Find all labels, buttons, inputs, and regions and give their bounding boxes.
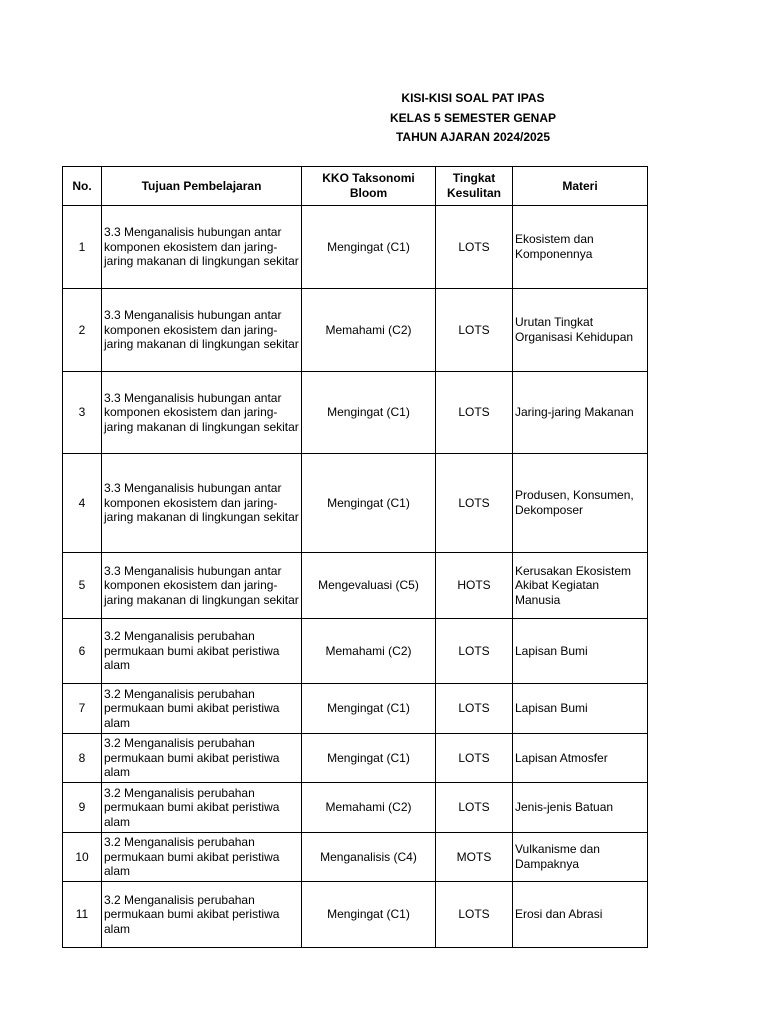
cell-kko: Memahami (C2): [302, 289, 436, 372]
cell-tingkat: LOTS: [436, 734, 513, 783]
title-line-2: KELAS 5 SEMESTER GENAP: [389, 110, 557, 125]
cell-kko: Menganalisis (C4): [302, 833, 436, 882]
cell-no: 4: [63, 454, 102, 553]
title-line-1: KISI-KISI SOAL PAT IPAS: [401, 91, 545, 105]
cell-no: 6: [63, 619, 102, 684]
cell-tujuan: 3.3 Menganalisis hubungan antar komponen ekosistem dan jaring-jaring makanan di lingkungan sekitar: [102, 553, 302, 619]
table-row: [63, 206, 648, 289]
cell-materi: Vulkanisme dan Dampaknya: [513, 833, 648, 882]
cell-tingkat: LOTS: [436, 206, 513, 289]
cell-materi: Produsen, Konsumen, Dekomposer: [513, 454, 648, 553]
table-row: [63, 289, 648, 372]
cell-kko: Mengingat (C1): [302, 454, 436, 553]
table-row: [63, 833, 648, 882]
cell-no: 10: [63, 833, 102, 882]
cell-materi: Lapisan Bumi: [513, 619, 648, 684]
cell-tingkat: LOTS: [436, 372, 513, 454]
cell-tingkat: LOTS: [436, 882, 513, 948]
header-tujuan-pembelajaran: Tujuan Pembelajaran: [102, 167, 302, 206]
header-materi: Materi: [513, 167, 648, 206]
header-tingkat-kesulitan: Tingkat Kesulitan: [436, 167, 513, 206]
cell-no: 5: [63, 553, 102, 619]
cell-materi: Urutan Tingkat Organisasi Kehidupan: [513, 289, 648, 372]
cell-tujuan: 3.3 Menganalisis hubungan antar komponen ekosistem dan jaring-jaring makanan di lingkungan sekitar: [102, 454, 302, 553]
cell-tujuan: 3.2 Menganalisis perubahan permukaan bumi akibat peristiwa alam: [102, 619, 302, 684]
cell-no: 1: [63, 206, 102, 289]
cell-tingkat: LOTS: [436, 619, 513, 684]
cell-no: 7: [63, 684, 102, 734]
cell-materi: Ekosistem dan Komponennya: [513, 206, 648, 289]
table-row: [63, 372, 648, 454]
table-row: [63, 454, 648, 553]
title-line-3: TAHUN AJARAN 2024/2025: [395, 130, 551, 144]
cell-tujuan: 3.2 Menganalisis perubahan permukaan bumi akibat peristiwa alam: [102, 783, 302, 833]
cell-tujuan: 3.3 Menganalisis hubungan antar komponen ekosistem dan jaring-jaring makanan di lingkungan sekitar: [102, 206, 302, 289]
cell-tingkat: LOTS: [436, 454, 513, 553]
cell-tujuan: 3.2 Menganalisis perubahan permukaan bumi akibat peristiwa alam: [102, 734, 302, 783]
cell-tujuan: 3.2 Menganalisis perubahan permukaan bumi akibat peristiwa alam: [102, 684, 302, 734]
cell-kko: Mengevaluasi (C5): [302, 553, 436, 619]
cell-materi: Jenis-jenis Batuan: [513, 783, 648, 833]
cell-tujuan: 3.3 Menganalisis hubungan antar komponen ekosistem dan jaring-jaring makanan di lingkungan sekitar: [102, 289, 302, 372]
cell-materi: Lapisan Atmosfer: [513, 734, 648, 783]
kisi-kisi-table: [62, 166, 648, 948]
header-kko-taksonomi-bloom: KKO Taksonomi Bloom: [302, 167, 436, 206]
cell-materi: Kerusakan Ekosistem Akibat Kegiatan Manusia: [513, 553, 648, 619]
table-row: [63, 734, 648, 783]
cell-kko: Mengingat (C1): [302, 734, 436, 783]
cell-tingkat: HOTS: [436, 553, 513, 619]
cell-tingkat: LOTS: [436, 289, 513, 372]
cell-kko: Mengingat (C1): [302, 372, 436, 454]
cell-no: 8: [63, 734, 102, 783]
cell-no: 2: [63, 289, 102, 372]
cell-kko: Mengingat (C1): [302, 206, 436, 289]
header-no: No.: [63, 167, 102, 206]
cell-materi: Erosi dan Abrasi: [513, 882, 648, 948]
cell-kko: Memahami (C2): [302, 619, 436, 684]
cell-kko: Mengingat (C1): [302, 882, 436, 948]
table-row: [63, 553, 648, 619]
cell-materi: Jaring-jaring Makanan: [513, 372, 648, 454]
table-header-row: [63, 167, 648, 206]
cell-tujuan: 3.2 Menganalisis perubahan permukaan bumi akibat peristiwa alam: [102, 833, 302, 882]
table-row: [63, 619, 648, 684]
cell-kko: Memahami (C2): [302, 783, 436, 833]
cell-no: 11: [63, 882, 102, 948]
table-row: [63, 783, 648, 833]
table-row: [63, 684, 648, 734]
cell-no: 3: [63, 372, 102, 454]
cell-tujuan: 3.2 Menganalisis perubahan permukaan bumi akibat peristiwa alam: [102, 882, 302, 948]
cell-kko: Mengingat (C1): [302, 684, 436, 734]
cell-tujuan: 3.3 Menganalisis hubungan antar komponen ekosistem dan jaring-jaring makanan di lingkungan sekitar: [102, 372, 302, 454]
cell-tingkat: MOTS: [436, 833, 513, 882]
cell-materi: Lapisan Bumi: [513, 684, 648, 734]
table-row: [63, 882, 648, 948]
cell-tingkat: LOTS: [436, 783, 513, 833]
cell-no: 9: [63, 783, 102, 833]
document-title: [333, 89, 613, 148]
cell-tingkat: LOTS: [436, 684, 513, 734]
